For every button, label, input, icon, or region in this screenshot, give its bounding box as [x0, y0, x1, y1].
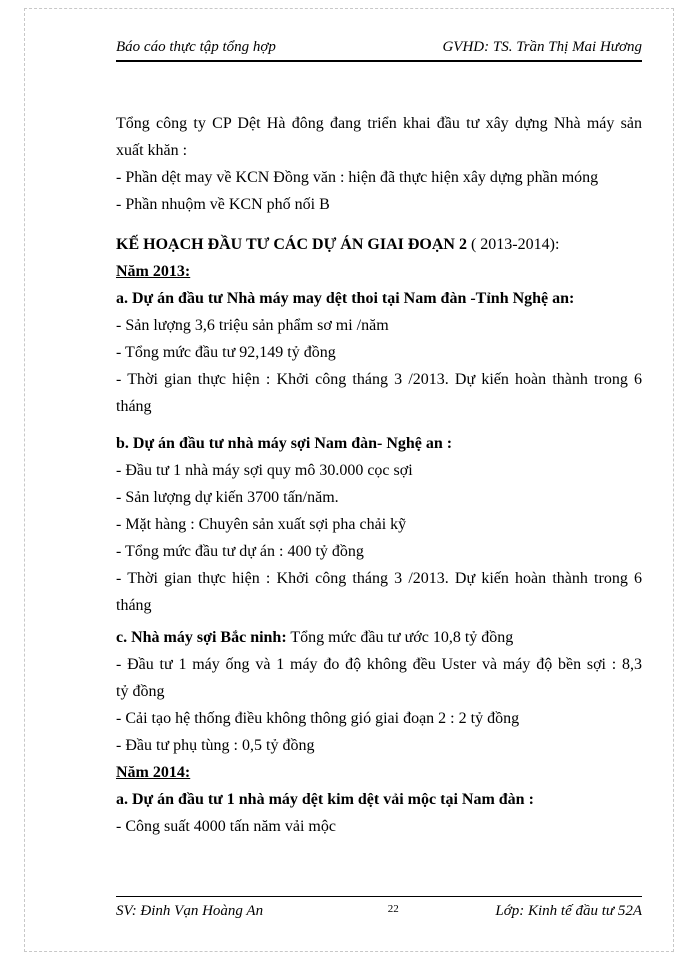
intro-bullet-1: - Phần dệt may về KCN Đồng văn : hiện đã thực hiện xây dựng phần móng	[116, 169, 599, 186]
project-d-item-1: - Công suất 4000 tấn năm vải mộc	[116, 818, 336, 835]
project-a-item-3: - Thời gian thực hiện : Khởi công tháng 3 /2013. Dự kiến hoàn thành trong 6	[116, 371, 642, 388]
footer-student: SV: Đinh Vạn Hoàng An	[116, 903, 264, 919]
project-c-total: Tổng mức đầu tư ước 10,8 tỷ đồng	[286, 629, 514, 646]
plan-heading-title: KẾ HOẠCH ĐẦU TƯ CÁC DỰ ÁN GIAI ĐOẠN 2	[116, 236, 467, 253]
project-a-title: a. Dự án đầu tư Nhà máy may dệt thoi tại Nam đàn -Tỉnh Nghệ an:	[116, 290, 575, 307]
project-b-item-5-cont: tháng	[116, 597, 152, 614]
page-header	[116, 39, 642, 62]
project-c-heading	[116, 624, 642, 651]
project-c-title: c. Nhà máy sợi Bắc ninh:	[116, 629, 287, 646]
intro-bullet-2: - Phần nhuộm về KCN phố nối B	[116, 196, 330, 213]
intro-paragraph-line-2: xuất khăn :	[116, 142, 188, 159]
project-b-title: b. Dự án đầu tư nhà máy sợi Nam đàn- Nghệ an :	[116, 435, 453, 452]
year-2014-heading: Năm 2014:	[116, 764, 191, 781]
project-c-item-2: - Cải tạo hệ thống điều không thông gió giai đoạn 2 : 2 tỷ đồng	[116, 710, 520, 727]
page-number: 22	[387, 903, 399, 915]
plan-heading	[116, 231, 642, 258]
project-c-item-1: - Đầu tư 1 máy ống và 1 máy đo độ không đều Uster và máy độ bền sợi : 8,3	[116, 656, 642, 673]
intro-paragraph-line-1: Tổng công ty CP Dệt Hà đông đang triển khai đầu tư xây dựng Nhà máy sản	[116, 115, 642, 132]
project-b-item-3: - Mặt hàng : Chuyên sản xuất sợi pha chải kỹ	[116, 516, 407, 533]
project-b-item-2: - Sản lượng dự kiến 3700 tấn/năm.	[116, 489, 339, 506]
footer-class: Lớp: Kinh tế đầu tư 52A	[495, 903, 642, 919]
project-c-item-3: - Đầu tư phụ tùng : 0,5 tỷ đồng	[116, 737, 315, 754]
page-footer	[116, 896, 642, 920]
project-b-item-1: - Đầu tư 1 nhà máy sợi quy mô 30.000 cọc sợi	[116, 462, 413, 479]
project-d-title: a. Dự án đầu tư 1 nhà máy dệt kim dệt vải mộc tại Nam đàn :	[116, 791, 534, 808]
project-c-item-1-cont: tỷ đồng	[116, 683, 165, 700]
header-report-title: Báo cáo thực tập tổng hợp	[116, 39, 276, 55]
project-b-item-4: - Tổng mức đầu tư dự án : 400 tỷ đồng	[116, 543, 364, 560]
year-2013-heading: Năm 2013:	[116, 263, 191, 280]
project-a-item-1: - Sản lượng 3,6 triệu sản phẩm sơ mi /năm	[116, 317, 389, 334]
plan-heading-period: ( 2013-2014):	[466, 236, 560, 253]
project-a-item-3-cont: tháng	[116, 398, 152, 415]
document-body	[116, 110, 642, 840]
project-a-item-2: - Tổng mức đầu tư 92,149 tỷ đồng	[116, 344, 336, 361]
project-b-item-5: - Thời gian thực hiện : Khởi công tháng 3 /2013. Dự kiến hoàn thành trong 6	[116, 570, 642, 587]
header-supervisor: GVHD: TS. Trần Thị Mai Hương	[442, 39, 642, 55]
